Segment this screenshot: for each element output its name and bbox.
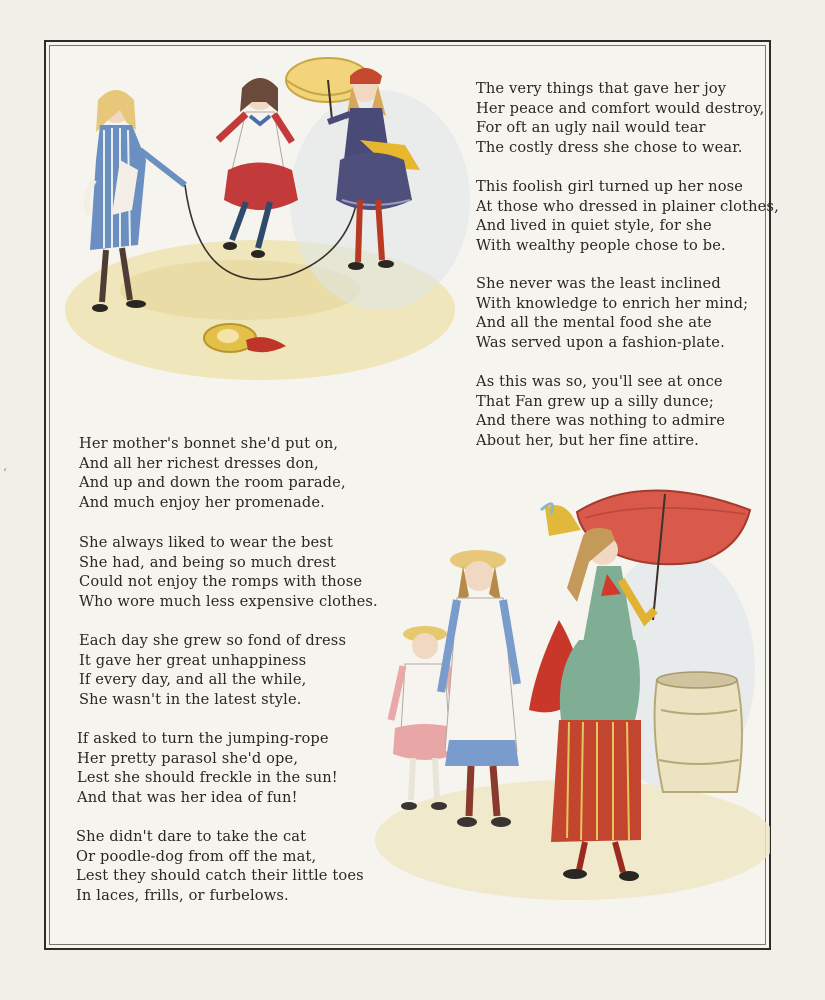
poem-line: If asked to turn the jumping-rope <box>77 730 329 747</box>
poem-line: And all her richest dresses don, <box>79 454 319 472</box>
poem-line: As this was so, you'll see at once <box>476 373 723 390</box>
parasol-girls-illustration <box>345 470 770 910</box>
left-stanza-2 <box>79 533 378 611</box>
poem-line: And all the mental food she ate <box>476 314 712 332</box>
poem-line: And lived in quiet style, for she <box>476 217 712 235</box>
poem-line: She wasn't in the latest style. <box>79 690 302 708</box>
left-stanza-5 <box>76 827 364 905</box>
girl-jumping <box>218 78 298 258</box>
poem-line: And up and down the room parade, <box>79 474 346 492</box>
right-stanza-2 <box>476 177 779 255</box>
poem-line: This foolish girl turned up her nose <box>476 178 744 195</box>
poem-line: Lest she should freckle in the sun! <box>77 769 338 787</box>
poem-line: Her pretty parasol she'd ope, <box>77 749 299 767</box>
poem-line: The costly dress she chose to wear. <box>476 138 743 156</box>
poem-line: Was served upon a fashion-plate. <box>476 333 725 351</box>
poem-line: She had, and being so much drest <box>79 553 336 571</box>
left-stanza-4 <box>77 729 338 807</box>
poem-line: Lest they should catch their little toes <box>76 867 364 885</box>
poem-line: She never was the least inclined <box>476 275 721 292</box>
left-stanza-1 <box>79 434 346 512</box>
poem-line: If every day, and all the while, <box>79 671 307 689</box>
jump-rope-illustration <box>60 50 480 400</box>
poem-line: In laces, frills, or furbelows. <box>76 886 289 904</box>
poem-line: Could not enjoy the romps with those <box>79 573 363 591</box>
poem-line: For oft an ugly nail would tear <box>476 119 706 137</box>
poem-line: And much enjoy her promenade. <box>79 493 325 511</box>
left-stanza-3 <box>79 631 346 709</box>
poem-line: It gave her great unhappiness <box>79 651 307 669</box>
margin-mark: ʻ <box>3 466 7 480</box>
poem-line: The very things that gave her joy <box>476 80 727 97</box>
poem-line: That Fan grew up a silly dunce; <box>476 392 714 410</box>
poem-line: With wealthy people chose to be. <box>476 236 726 254</box>
poem-line: And there was nothing to admire <box>476 412 725 430</box>
right-stanza-1 <box>476 79 764 157</box>
poem-line: Each day she grew so fond of dress <box>79 632 347 649</box>
poem-line: Her mother's bonnet she'd put on, <box>79 435 339 452</box>
right-stanza-4 <box>476 372 725 450</box>
poem-line: She always liked to wear the best <box>79 534 333 551</box>
barrel <box>655 672 742 792</box>
right-stanza-3 <box>476 274 748 352</box>
poem-line: With knowledge to enrich her mind; <box>476 294 749 312</box>
poem-line: And that was her idea of fun! <box>77 788 298 806</box>
poem-line: She didn't dare to take the cat <box>76 828 307 845</box>
poem-line: About her, but her fine attire. <box>476 431 699 449</box>
poem-line: Or poodle-dog from off the mat, <box>76 847 317 865</box>
poem-line: Who wore much less expensive clothes. <box>79 592 378 610</box>
poem-line: Her peace and comfort would destroy, <box>476 99 765 117</box>
poem-line: At those who dressed in plainer clothes, <box>476 197 779 215</box>
